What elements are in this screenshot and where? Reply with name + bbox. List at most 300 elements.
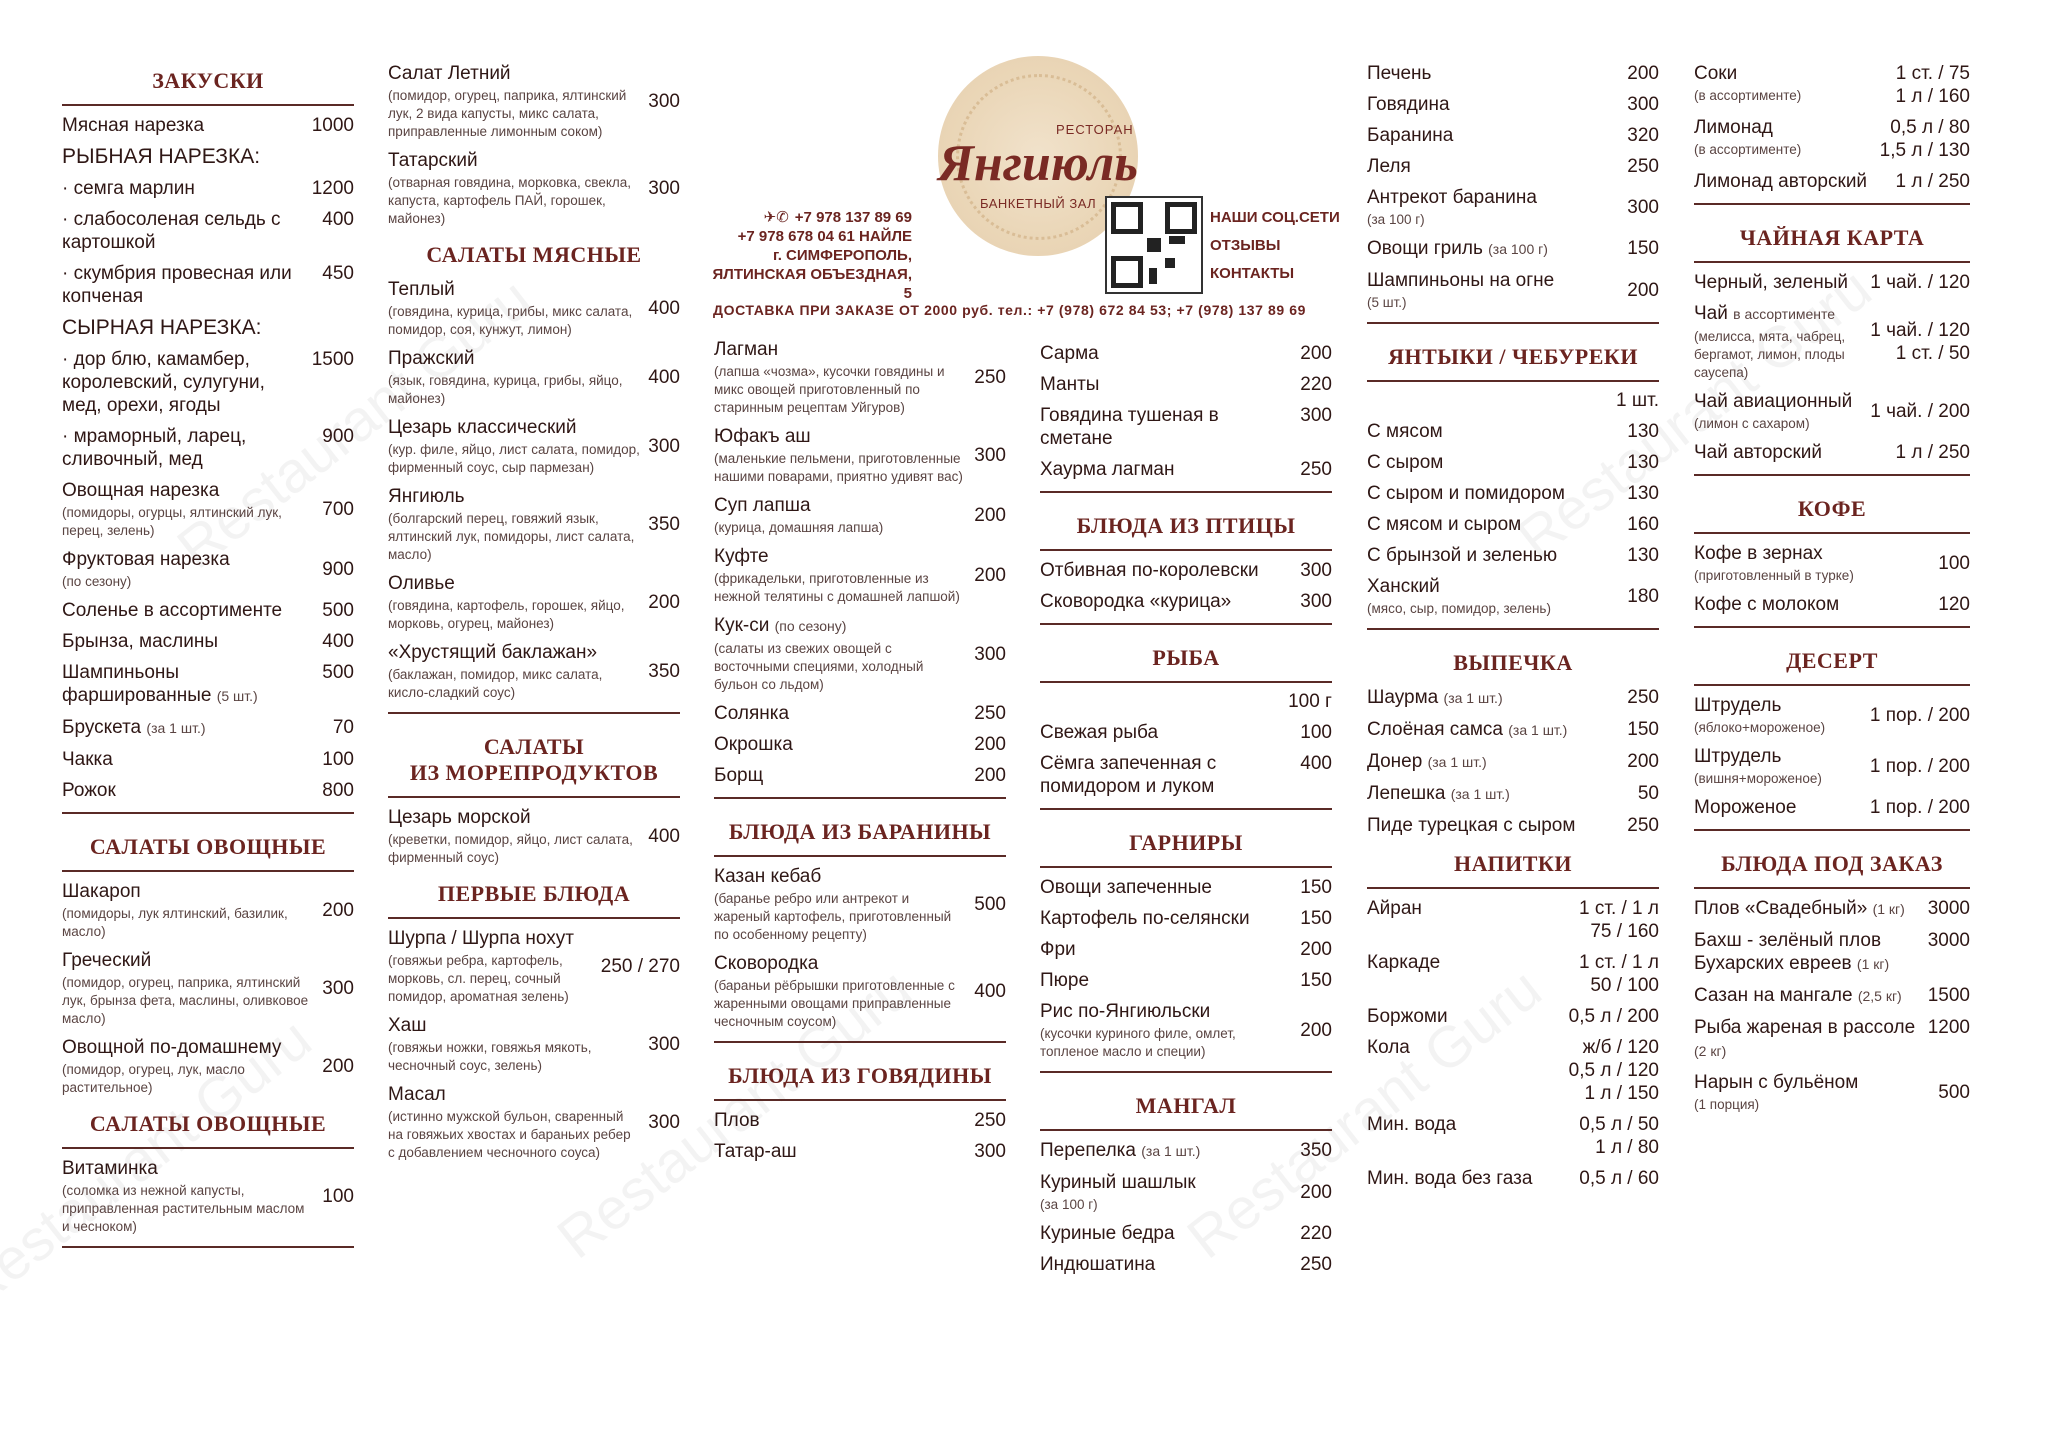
menu-item: [714, 733, 1006, 756]
item-name-text: Нарын с бульёном: [1694, 1072, 1859, 1093]
item-price: 250: [1300, 459, 1332, 480]
menu-column-2: [388, 62, 680, 1170]
item-qualifier: (за 1 шт.): [1508, 722, 1568, 738]
section-title: [388, 728, 680, 798]
item-name: [62, 1036, 314, 1059]
menu-item: [1040, 1222, 1332, 1245]
item-price: 400: [648, 826, 680, 847]
section-title: САЛАТЫ ОВОЩНЫЕ: [62, 828, 354, 872]
item-price: 300: [1627, 197, 1659, 218]
menu-item-info: [714, 1140, 974, 1163]
menu-item: [1040, 559, 1332, 582]
item-price: 1000: [311, 115, 354, 136]
menu-item-info: [388, 1083, 648, 1162]
menu-item-info: [1694, 116, 1880, 159]
menu-item: [1040, 1139, 1332, 1163]
menu-item: [1040, 969, 1332, 992]
item-name-text: Отбивная по-королевски: [1040, 560, 1259, 581]
item-price: 120: [1938, 594, 1970, 615]
menu-item: [1694, 929, 1970, 976]
item-name: [1040, 1139, 1292, 1163]
item-description: (говяжьи ножки, говяжья мякоть, чесночный соус, зелень): [388, 1040, 592, 1073]
section-title: БЛЮДА ПОД ЗАКАЗ: [1694, 845, 1970, 889]
item-price: 300: [1300, 591, 1332, 612]
item-name: [1367, 93, 1619, 116]
item-name: [1040, 876, 1292, 899]
item-name-text: Солянка: [714, 703, 790, 724]
item-name: [714, 338, 966, 361]
item-name-text: Рыба жареная в рассоле: [1694, 1017, 1916, 1038]
item-name: [714, 425, 966, 448]
item-description: (мясо, сыр, помидор, зелень): [1367, 601, 1551, 616]
section-title: ДЕСЕРТ: [1694, 642, 1970, 686]
menu-column-6: [1694, 62, 1970, 1122]
item-name: [1694, 302, 1862, 326]
menu-item: [1694, 441, 1970, 464]
item-description: (вишня+мороженое): [1694, 771, 1822, 786]
item-qualifier: (по сезону): [774, 618, 847, 634]
item-name: [1694, 116, 1872, 139]
menu-item-info: [1367, 1113, 1579, 1136]
section-title: МАНГАЛ: [1040, 1087, 1332, 1131]
item-price: 200: [1627, 280, 1659, 301]
item-name-text: Штрудель: [1694, 746, 1782, 767]
item-price: 300: [974, 1141, 1006, 1162]
item-price: 1200: [1927, 1017, 1970, 1038]
item-name-text: Индюшатина: [1040, 1254, 1156, 1275]
item-price: 150: [1627, 238, 1659, 259]
menu-item: [1694, 271, 1970, 294]
menu-item: [1367, 237, 1659, 261]
item-name-text: Сазан на мангале: [1694, 985, 1853, 1006]
section-title: САЛАТЫ ОВОЩНЫЕ: [62, 1105, 354, 1149]
item-name: [1694, 1071, 1930, 1094]
menu-item-info: [62, 599, 322, 622]
contacts-link[interactable]: КОНТАКТЫ: [1210, 265, 1295, 282]
item-description: (говяжьи ребра, картофель, морковь, сл. перец, сочный помидор, ароматная зелень): [388, 953, 569, 1004]
address-city: г. СИМФЕРОПОЛЬ,: [772, 247, 912, 264]
item-name-text: Рожок: [62, 780, 116, 801]
menu-item: [62, 880, 354, 941]
menu-column-3: [714, 338, 1006, 1171]
item-name-text: Чай авторский: [1694, 442, 1823, 463]
menu-item: [1367, 420, 1659, 443]
item-description: (приготовленный в турке): [1694, 568, 1854, 583]
item-name-text: Черный, зеленый: [1694, 272, 1848, 293]
item-name-text: Янгиюль: [388, 486, 465, 507]
logo-hall-label: БАНКЕТНЫЙ ЗАЛ: [980, 196, 1097, 211]
menu-item-info: [1040, 404, 1300, 450]
item-qualifier: (2 кг): [1694, 1043, 1727, 1059]
menu-item: [1694, 694, 1970, 737]
menu-item-info: [1367, 513, 1627, 536]
item-name-text: Суп лапша: [714, 495, 811, 516]
menu-item-info: [1694, 62, 1896, 105]
item-name-text: Теплый: [388, 279, 455, 300]
item-price: 700: [322, 499, 354, 520]
item-description: (лимон с сахаром): [1694, 416, 1810, 431]
item-name-text: Шампиньоны на огне: [1367, 270, 1555, 291]
menu-item-info: [1694, 745, 1870, 788]
item-price: 1 ст. / 1 л 50 / 100: [1579, 952, 1659, 996]
menu-item: [1367, 897, 1659, 943]
menu-column-1: [62, 62, 354, 1262]
item-name: [1367, 544, 1619, 567]
item-qualifier: (за 1 шт.): [1141, 1143, 1201, 1159]
item-price: 200: [648, 592, 680, 613]
menu-item: [1367, 575, 1659, 618]
menu-item: [1367, 269, 1659, 312]
item-description: (соломка из нежной капусты, приправленная растительным маслом и чесноком): [62, 1183, 305, 1234]
item-description: (бараньи рёбрышки приготовленные с жаренными овощами приправленные чесночным соусом): [714, 978, 955, 1029]
item-description: (по сезону): [62, 574, 132, 589]
item-name: [1694, 984, 1920, 1008]
item-price: 150: [1627, 719, 1659, 740]
item-price: 100: [322, 749, 354, 770]
menu-item: [1040, 590, 1332, 613]
item-name-text: Мороженое: [1694, 797, 1797, 818]
social-networks-link[interactable]: НАШИ СОЦ.СЕТИ: [1210, 209, 1340, 226]
item-description: (яблоко+мороженое): [1694, 720, 1826, 735]
menu-item-info: [1694, 796, 1870, 819]
menu-item-info: [1694, 170, 1896, 193]
item-price: 180: [1627, 586, 1659, 607]
menu-item: [1694, 116, 1970, 162]
menu-item-info: [62, 661, 322, 708]
menu-item-info: [1367, 186, 1627, 229]
item-price: 200: [974, 734, 1006, 755]
menu-item-info: [62, 1157, 322, 1236]
item-name: [714, 545, 966, 568]
item-name-text: слабосоленая сельдь с картошкой: [62, 209, 281, 253]
item-price: 220: [1300, 374, 1332, 395]
item-price: 350: [1300, 1140, 1332, 1161]
menu-item: [714, 338, 1006, 417]
item-name: [1367, 482, 1619, 505]
item-name: [1367, 155, 1619, 178]
item-name-text: Соленье в ассортименте: [62, 600, 283, 621]
item-name-text: «Хрустящий баклажан»: [388, 642, 598, 663]
section-title: ГАРНИРЫ: [1040, 824, 1332, 868]
item-name: [1694, 593, 1930, 616]
menu-item: [1040, 458, 1332, 481]
menu-item: [62, 425, 354, 471]
item-qualifier: (1 кг): [1872, 901, 1905, 917]
item-name-text: Сковородка «курица»: [1040, 591, 1232, 612]
menu-item-info: [1040, 342, 1300, 365]
item-name-text: С мясом: [1367, 421, 1443, 442]
item-name-text: Овощной по-домашнему: [62, 1037, 282, 1058]
item-name: [1367, 718, 1619, 742]
item-price: 200: [974, 565, 1006, 586]
menu-item: [388, 485, 680, 564]
item-price: 130: [1627, 421, 1659, 442]
menu-item-info: [388, 572, 648, 633]
item-name: [714, 865, 966, 888]
menu-item: [1694, 796, 1970, 819]
item-name-text: Чай авиационный: [1694, 391, 1853, 412]
item-price: 0,5 л / 80 1,5 л / 130: [1879, 117, 1970, 161]
item-name-text: Фруктовая нарезка: [62, 549, 230, 570]
menu-item-info: [714, 952, 974, 1031]
item-name-text: С брынзой и зеленью: [1367, 545, 1558, 566]
section-divider: [1694, 472, 1970, 476]
item-name-text: Мин. вода без газа: [1367, 1168, 1533, 1189]
menu-item-info: [714, 494, 974, 537]
menu-item-info: [62, 425, 322, 471]
item-name: [1367, 686, 1619, 710]
menu-item: [1367, 544, 1659, 567]
contacts-block: [712, 208, 912, 303]
item-description: (помидор, огурец, лук, масло растительное): [62, 1062, 245, 1095]
menu-item-info: [388, 62, 648, 141]
menu-item: [1040, 907, 1332, 930]
menu-item: [1694, 745, 1970, 788]
item-price: 800: [322, 780, 354, 801]
menu-item: [62, 177, 354, 200]
item-name: [714, 614, 966, 638]
menu-item-info: [1694, 929, 1928, 976]
menu-item: [714, 952, 1006, 1031]
item-name: [1367, 1005, 1561, 1028]
menu-item-info: [62, 949, 322, 1028]
item-price: 250: [974, 1110, 1006, 1131]
item-name-text: Манты: [1040, 374, 1100, 395]
section-title: КОФЕ: [1694, 490, 1970, 534]
item-description: (говядина, картофель, горошек, яйцо, морковь, огурец, майонез): [388, 598, 625, 631]
menu-item: [1694, 302, 1970, 382]
item-name-text: Брынза, маслины: [62, 631, 218, 652]
item-description: (курица, домашняя лапша): [714, 520, 884, 535]
section-title-line: САЛАТЫ: [483, 734, 585, 759]
item-description: (фрикадельки, приготовленные из нежной телятины с домашней лапшой): [714, 571, 960, 604]
item-name: [62, 716, 325, 740]
section-divider: [1040, 1069, 1332, 1073]
item-name-text: Цезарь классический: [388, 417, 577, 438]
item-name: [1040, 1222, 1292, 1245]
item-name: [62, 425, 314, 471]
menu-item-info: [1694, 390, 1870, 433]
item-name-text: Картофель по-селянски: [1040, 908, 1250, 929]
section-title: ВЫПЕЧКА: [1453, 650, 1573, 675]
menu-item-info: [1367, 718, 1627, 742]
menu-item: [62, 599, 354, 622]
item-name: [714, 702, 966, 725]
item-price: 250: [974, 367, 1006, 388]
item-name-text: Свежая рыба: [1040, 722, 1159, 743]
qr-code-icon[interactable]: [1105, 196, 1203, 294]
item-price: 1 пор. / 200: [1869, 705, 1970, 726]
item-price: 1 пор. / 200: [1869, 756, 1970, 777]
item-name: [1367, 1167, 1571, 1190]
item-price: 100: [1938, 553, 1970, 574]
item-price: 1 л / 250: [1895, 442, 1970, 463]
item-description: (баранье ребро или антрекот и жареный картофель, приготовленный по особенному рецепту): [714, 891, 952, 942]
item-price: 300: [648, 1112, 680, 1133]
item-name: [1040, 1000, 1292, 1023]
item-price: 400: [322, 631, 354, 652]
item-price: 200: [1300, 939, 1332, 960]
item-name: [1694, 271, 1862, 294]
menu-column-4: [1040, 342, 1332, 1284]
menu-item: [1367, 1113, 1659, 1159]
item-name: [62, 1157, 314, 1180]
menu-item-info: [1694, 271, 1870, 294]
item-name: [62, 748, 314, 771]
item-name-text: Овощная нарезка: [62, 480, 220, 501]
section-title: САЛАТЫ МЯСНЫЕ: [426, 242, 642, 267]
item-description: (за 100 г): [1367, 212, 1425, 227]
item-name: [388, 149, 640, 172]
item-price: 300: [1627, 94, 1659, 115]
section-title: ПЕРВЫЕ БЛЮДА: [388, 875, 680, 919]
item-qualifier: (за 1 шт.): [1443, 690, 1503, 706]
menu-item: [714, 764, 1006, 787]
item-name: [1367, 513, 1619, 536]
item-name-text: Сковородка: [714, 953, 819, 974]
item-name-text: Греческий: [62, 950, 152, 971]
menu-item: [1694, 984, 1970, 1008]
item-name: [1040, 342, 1292, 365]
item-name: [62, 949, 314, 972]
item-name: [62, 479, 314, 502]
menu-item-info: [1040, 373, 1300, 396]
item-qualifier: (2,5 кг): [1857, 988, 1902, 1004]
item-qualifier: (за 1 шт.): [1450, 786, 1510, 802]
item-price: 200: [1627, 63, 1659, 84]
item-name-text: Мин. вода: [1367, 1114, 1457, 1135]
item-price: 200: [974, 765, 1006, 786]
menu-item-info: [62, 208, 322, 254]
menu-item: [1367, 782, 1659, 806]
item-price: 1 пор. / 200: [1869, 797, 1970, 818]
item-name: [1694, 441, 1888, 464]
item-name: [388, 347, 640, 370]
item-qualifier: (1 кг): [1856, 956, 1890, 972]
item-price: 350: [648, 514, 680, 535]
item-price: 250 / 270: [600, 956, 680, 977]
menu-item-info: [1040, 1139, 1300, 1163]
item-name-text: Куриные бедра: [1040, 1223, 1175, 1244]
menu-item-info: [714, 425, 974, 486]
item-name: [388, 572, 640, 595]
menu-item-info: [1367, 155, 1627, 178]
menu-item-info: [1040, 590, 1300, 613]
menu-item-info: [388, 641, 648, 702]
menu-item: [714, 865, 1006, 944]
menu-item: [388, 1083, 680, 1162]
menu-item: [714, 545, 1006, 606]
item-price: 350: [648, 661, 680, 682]
unit-label: 100 г: [1288, 691, 1332, 712]
item-price: 900: [322, 559, 354, 580]
item-price: 50: [1637, 783, 1659, 804]
item-name: [1367, 124, 1619, 147]
delivery-info: ДОСТАВКА ПРИ ЗАКАЗЕ ОТ 2000 руб. тел.: +7 (978) 672 84 53; +7 (978) 137 89 69: [713, 302, 1307, 318]
menu-item: [714, 1109, 1006, 1132]
item-name: [1367, 1036, 1561, 1059]
section-divider: [62, 810, 354, 814]
menu-item-info: [1367, 750, 1627, 774]
section-divider: [1040, 621, 1332, 625]
item-description: (1 порция): [1694, 1097, 1760, 1112]
item-description: (мелисса, мята, чабрец, бергамот, лимон, плоды саусепа): [1694, 329, 1846, 380]
item-name-text: Лимонад авторский: [1694, 171, 1868, 192]
item-price: 200: [1300, 1182, 1332, 1203]
menu-item: [388, 416, 680, 477]
menu-item: [62, 748, 354, 771]
menu-item: [1367, 124, 1659, 147]
item-description: (за 100 г): [1040, 1197, 1098, 1212]
item-name: [714, 494, 966, 517]
item-price: 300: [648, 91, 680, 112]
menu-item-info: [1367, 124, 1627, 147]
item-price: 300: [648, 178, 680, 199]
menu-item: [62, 661, 354, 708]
item-price: 130: [1627, 452, 1659, 473]
item-name-text: Хаш: [388, 1015, 427, 1036]
menu-item-info: [62, 880, 322, 941]
item-price: 1 ст. / 1 л 75 / 160: [1579, 898, 1659, 942]
menu-item-info: [1694, 441, 1896, 464]
item-name-text: Плов: [714, 1110, 760, 1131]
menu-item: [1040, 404, 1332, 450]
menu-item-info: [1040, 876, 1300, 899]
item-price: 1500: [1927, 985, 1970, 1006]
item-name: [1694, 796, 1862, 819]
item-name-text: Баранина: [1367, 125, 1454, 146]
item-name: [388, 1014, 640, 1037]
menu-item-info: [62, 630, 322, 653]
menu-item: [714, 614, 1006, 694]
menu-item-info: [388, 927, 601, 1006]
section-divider: [1694, 624, 1970, 628]
menu-item: [388, 278, 680, 339]
item-name-text: Плов «Свадебный»: [1694, 898, 1868, 919]
item-price: 1 чай. / 200: [1870, 401, 1970, 422]
item-description: (помидоры, лук ялтинский, базилик, масло): [62, 906, 288, 939]
item-price: 300: [648, 1034, 680, 1055]
item-name-text: Татар-аш: [714, 1141, 797, 1162]
menu-item-info: [1040, 1253, 1300, 1276]
item-name: [1367, 782, 1630, 806]
section-divider: [1694, 827, 1970, 831]
item-name: [62, 599, 314, 622]
social-links: [1210, 204, 1340, 288]
menu-item-info: [62, 262, 322, 308]
menu-item-info: [62, 779, 322, 802]
item-name-text: Рис по-Янгиюльски: [1040, 1001, 1211, 1022]
section-title: ЧАЙНАЯ КАРТА: [1694, 219, 1970, 263]
item-name: [1367, 269, 1619, 292]
item-description: (лапша «чозма», кусочки говядины и микс овощей приготовленный по старинным рецептам Уйгуров): [714, 364, 945, 415]
item-name-text: Шампиньоны фаршированные: [62, 662, 212, 706]
item-name-text: Говядина: [1367, 94, 1450, 115]
item-price: 130: [1627, 483, 1659, 504]
reviews-link[interactable]: ОТЗЫВЫ: [1210, 237, 1281, 254]
item-name-text: Каркаде: [1367, 952, 1441, 973]
menu-item-info: [62, 479, 322, 540]
item-name: [62, 262, 314, 308]
item-price: 200: [974, 505, 1006, 526]
item-name-text: Шурпа / Шурпа нохут: [388, 928, 574, 949]
menu-item: [1694, 542, 1970, 585]
item-name-text: Шаурма: [1367, 687, 1439, 708]
item-name: [388, 416, 640, 439]
menu-item: [388, 149, 680, 228]
item-name: [1040, 373, 1292, 396]
item-name: [62, 548, 314, 571]
